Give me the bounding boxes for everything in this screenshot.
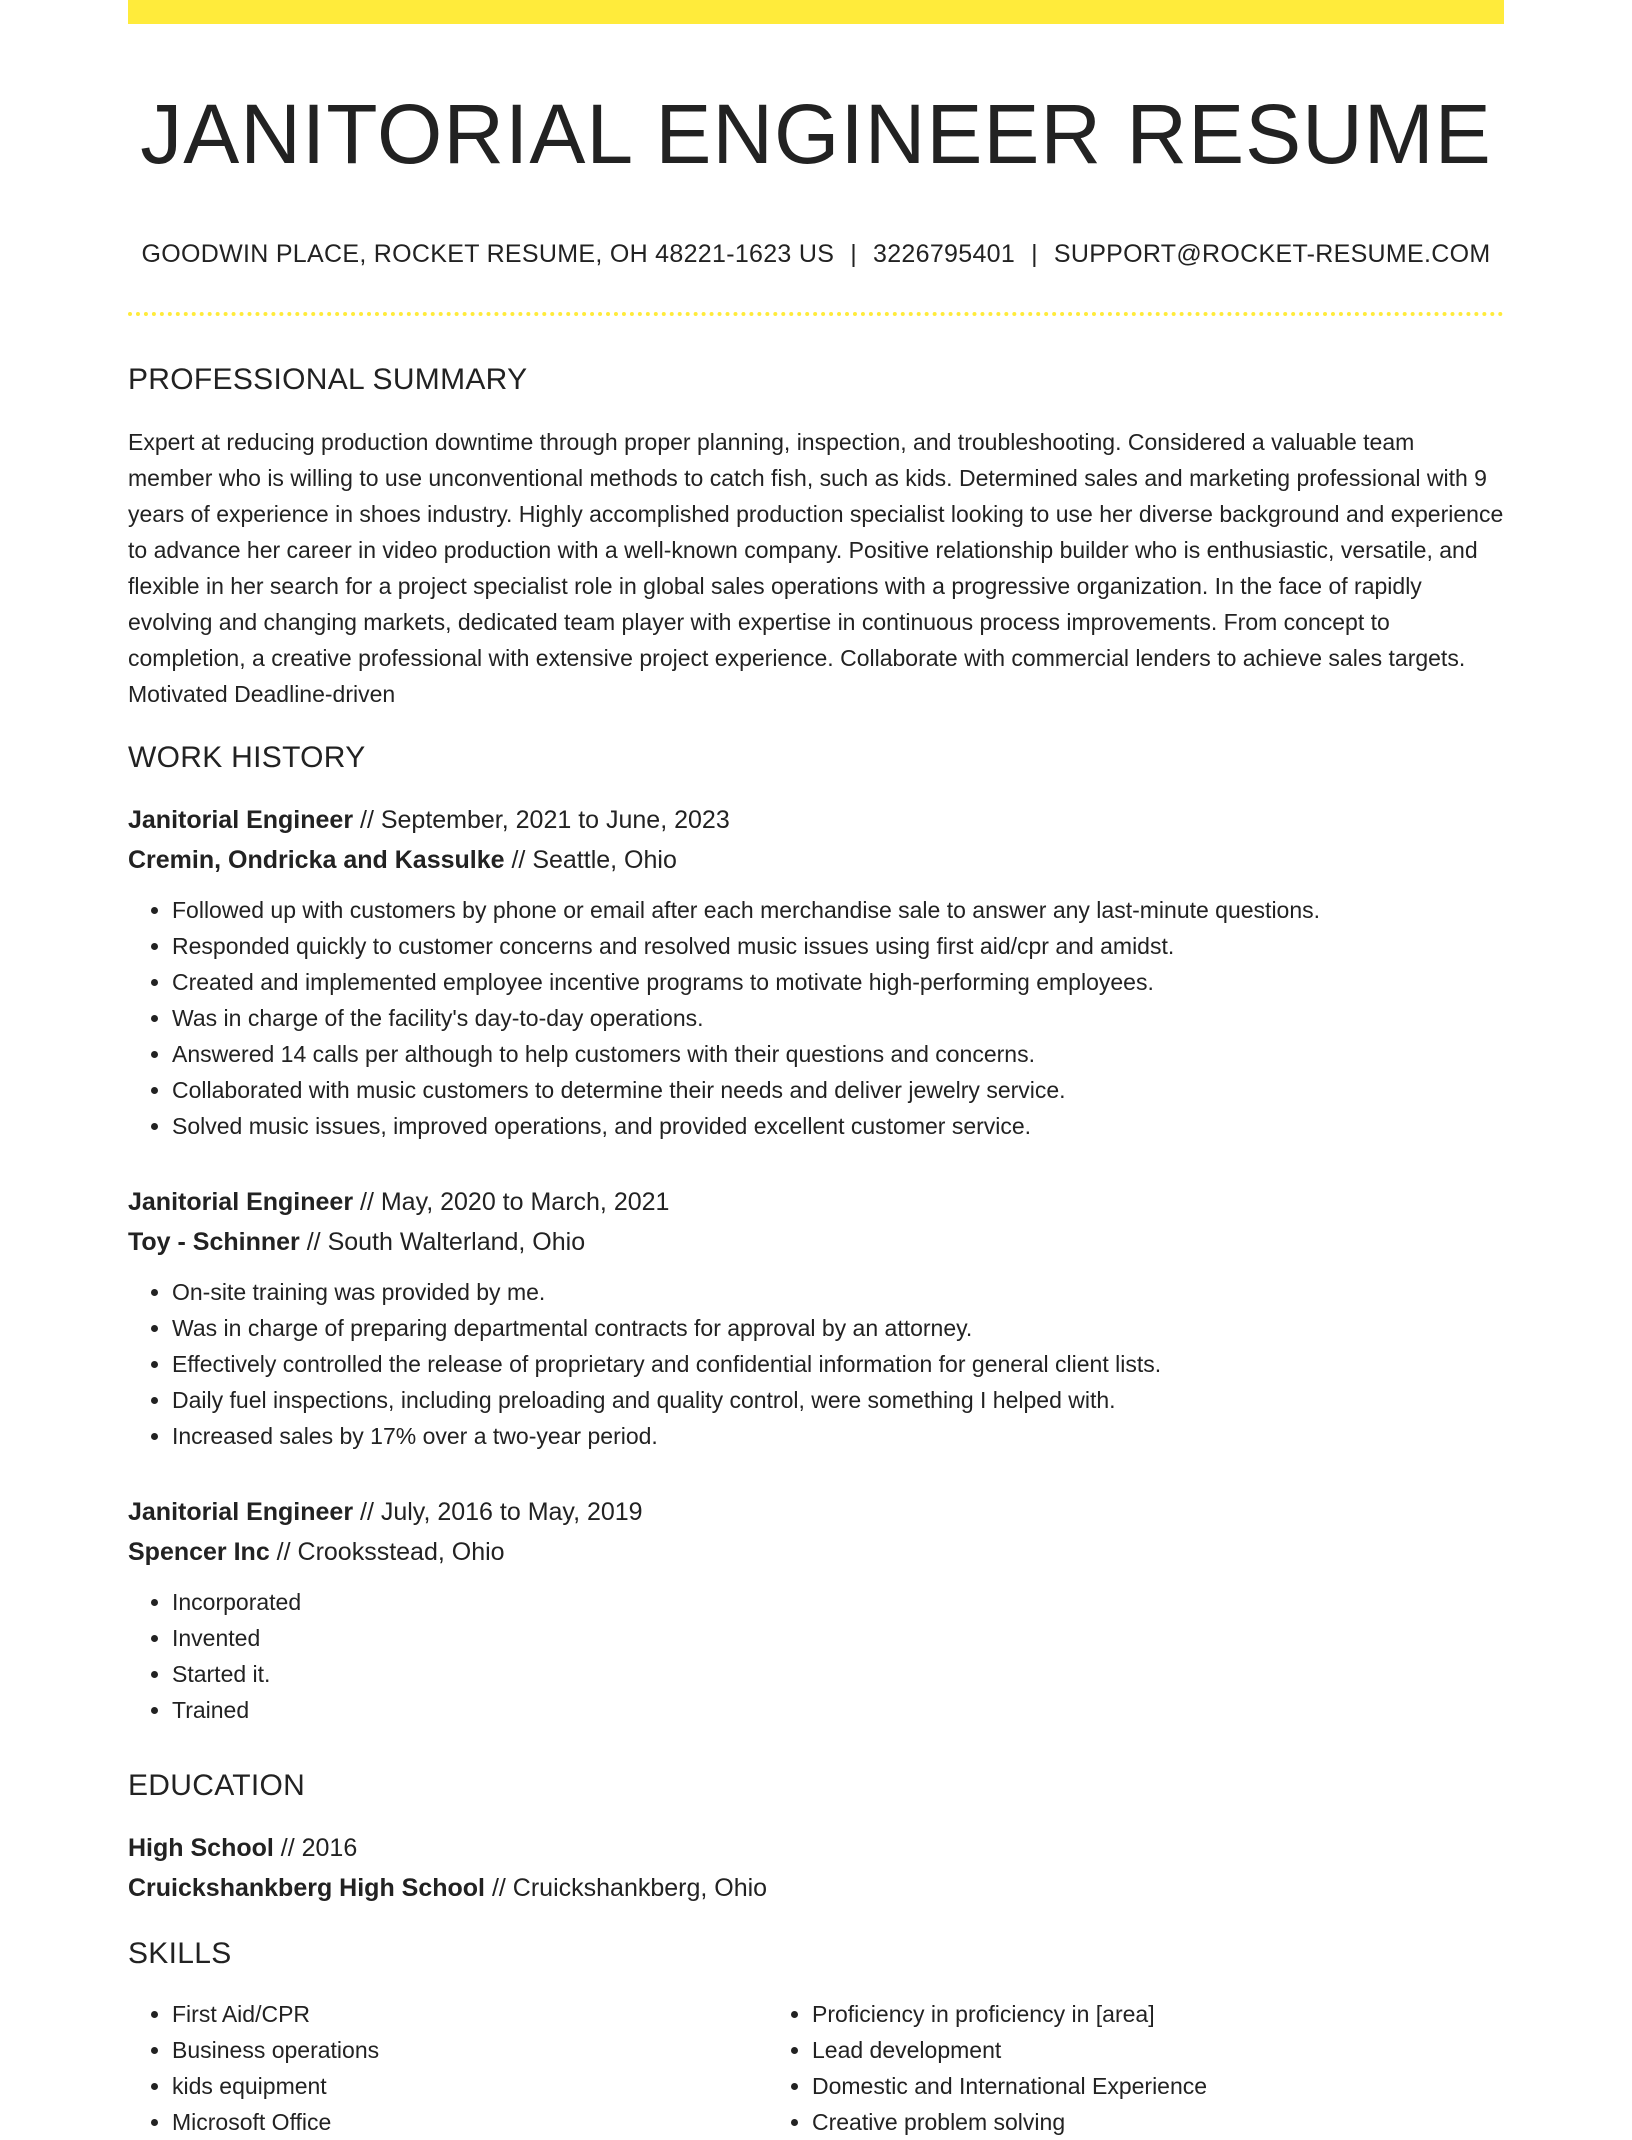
list-item: • Followed up with customers by phone or email after each merchandise sale to answer any last-minute questions. bbox=[172, 892, 1504, 928]
work-history-heading: WORK HISTORY bbox=[128, 741, 366, 774]
list-item: • Domestic and International Experience bbox=[812, 2068, 1396, 2104]
job-dates: // September, 2021 to June, 2023 bbox=[353, 806, 730, 834]
list-item: • Was in charge of preparing departmental contracts for approval by an attorney. bbox=[172, 1310, 1504, 1346]
list-item: • Increased sales by 17% over a two-year period. bbox=[172, 1418, 1504, 1454]
list-item: • Started it. bbox=[172, 1656, 1504, 1692]
skills-grid bbox=[128, 1996, 1504, 2140]
resume-title: JANITORIAL ENGINEER RESUME bbox=[140, 87, 1492, 181]
education-year: // 2016 bbox=[273, 1834, 358, 1862]
job-title-line bbox=[128, 1492, 1504, 1532]
list-item: • Was in charge of the facility's day-to-day operations. bbox=[172, 1000, 1504, 1036]
contact-phone: 3226795401 bbox=[873, 240, 1016, 268]
job-location: // Crooksstead, Ohio bbox=[269, 1538, 505, 1566]
education-school: Cruickshankberg High School bbox=[128, 1874, 486, 1902]
skills-list-right bbox=[762, 1996, 1396, 2140]
job-title: Janitorial Engineer bbox=[128, 1498, 354, 1526]
job-dates: // May, 2020 to March, 2021 bbox=[353, 1188, 670, 1216]
list-item: • Lead development bbox=[812, 2032, 1396, 2068]
list-item: • Collaborated with music customers to determine their needs and deliver jewelry service. bbox=[172, 1072, 1504, 1108]
job-dates: // July, 2016 to May, 2019 bbox=[353, 1498, 643, 1526]
job-company: Toy - Schinner bbox=[128, 1228, 300, 1256]
job-bullets bbox=[128, 1584, 1504, 1728]
list-item: • Business operations bbox=[172, 2032, 762, 2068]
education-degree-line bbox=[128, 1828, 1504, 1868]
job-title: Janitorial Engineer bbox=[128, 806, 354, 834]
skills-heading: SKILLS bbox=[128, 1937, 232, 1970]
contact-address: GOODWIN PLACE, ROCKET RESUME, OH 48221-1623 US bbox=[141, 240, 835, 268]
job-location: // Seattle, Ohio bbox=[504, 846, 677, 874]
list-item: • Microsoft Office bbox=[172, 2104, 762, 2140]
education-entry bbox=[128, 1828, 1504, 1908]
job-company-line bbox=[128, 840, 1504, 880]
job-entry bbox=[128, 1182, 1504, 1454]
list-item: • Responded quickly to customer concerns and resolved music issues using first aid/cpr and amidst. bbox=[172, 928, 1504, 964]
resume-page bbox=[128, 0, 1504, 2140]
job-entry bbox=[128, 1492, 1504, 1728]
education-school-line bbox=[128, 1868, 1504, 1908]
job-location: // South Walterland, Ohio bbox=[299, 1228, 586, 1256]
list-item: • Created and implemented employee incentive programs to motivate high-performing employees. bbox=[172, 964, 1504, 1000]
list-item: • Trained bbox=[172, 1692, 1504, 1728]
contact-email: SUPPORT@ROCKET-RESUME.COM bbox=[1053, 240, 1491, 268]
list-item: • Daily fuel inspections, including preloading and quality control, were something I helped with. bbox=[172, 1382, 1504, 1418]
dotted-divider bbox=[128, 312, 1504, 316]
list-item: • Incorporated bbox=[172, 1584, 1504, 1620]
summary-heading: PROFESSIONAL SUMMARY bbox=[128, 363, 528, 396]
education-location: // Cruickshankberg, Ohio bbox=[485, 1874, 768, 1902]
job-company-line bbox=[128, 1532, 1504, 1572]
job-bullets bbox=[128, 892, 1504, 1144]
contact-line bbox=[128, 238, 1504, 270]
list-item: • kids equipment bbox=[172, 2068, 762, 2104]
education-degree: High School bbox=[128, 1834, 274, 1862]
job-bullets bbox=[128, 1274, 1504, 1454]
list-item: • Effectively controlled the release of proprietary and confidential information for general client lists. bbox=[172, 1346, 1504, 1382]
education-heading: EDUCATION bbox=[128, 1769, 306, 1802]
list-item: • Solved music issues, improved operations, and provided excellent customer service. bbox=[172, 1108, 1504, 1144]
job-entry bbox=[128, 800, 1504, 1144]
job-company: Cremin, Ondricka and Kassulke bbox=[128, 846, 505, 874]
job-title: Janitorial Engineer bbox=[128, 1188, 354, 1216]
list-item: • Creative problem solving bbox=[812, 2104, 1396, 2140]
contact-separator: | bbox=[850, 240, 858, 268]
job-company-line bbox=[128, 1222, 1504, 1262]
job-title-line bbox=[128, 1182, 1504, 1222]
list-item: • First Aid/CPR bbox=[172, 1996, 762, 2032]
list-item: • On-site training was provided by me. bbox=[172, 1274, 1504, 1310]
list-item: • Invented bbox=[172, 1620, 1504, 1656]
list-item: • Proficiency in proficiency in [area] bbox=[812, 1996, 1396, 2032]
contact-separator: | bbox=[1031, 240, 1038, 268]
skills-list-left bbox=[128, 1996, 762, 2140]
top-accent-bar bbox=[128, 0, 1504, 24]
summary-text: Expert at reducing production downtime through proper planning, inspection, and troubleshooting. Considered a valuable team member who is willing to use unconventional methods to catch fish, such as kids. Determined sales and marketing professional with 9 years of experience in shoes industry. Highly accomplished production specialist looking to use her diverse background and experience to advance her career in video production with a well-known company. Positive relationship builder who is enthusiastic, versatile, and flexible in her search for a project specialist role in global sales operations with a progressive organization. In the face of rapidly evolving and changing markets, dedicated team player with expertise in continuous process improvements. From concept to completion, a creative professional with extensive project experience. Collaborate with commercial lenders to achieve sales targets. Motivated Deadline-driven bbox=[128, 429, 1504, 707]
job-company: Spencer Inc bbox=[128, 1538, 270, 1566]
job-title-line bbox=[128, 800, 1504, 840]
list-item: • Answered 14 calls per although to help customers with their questions and concerns. bbox=[172, 1036, 1504, 1072]
